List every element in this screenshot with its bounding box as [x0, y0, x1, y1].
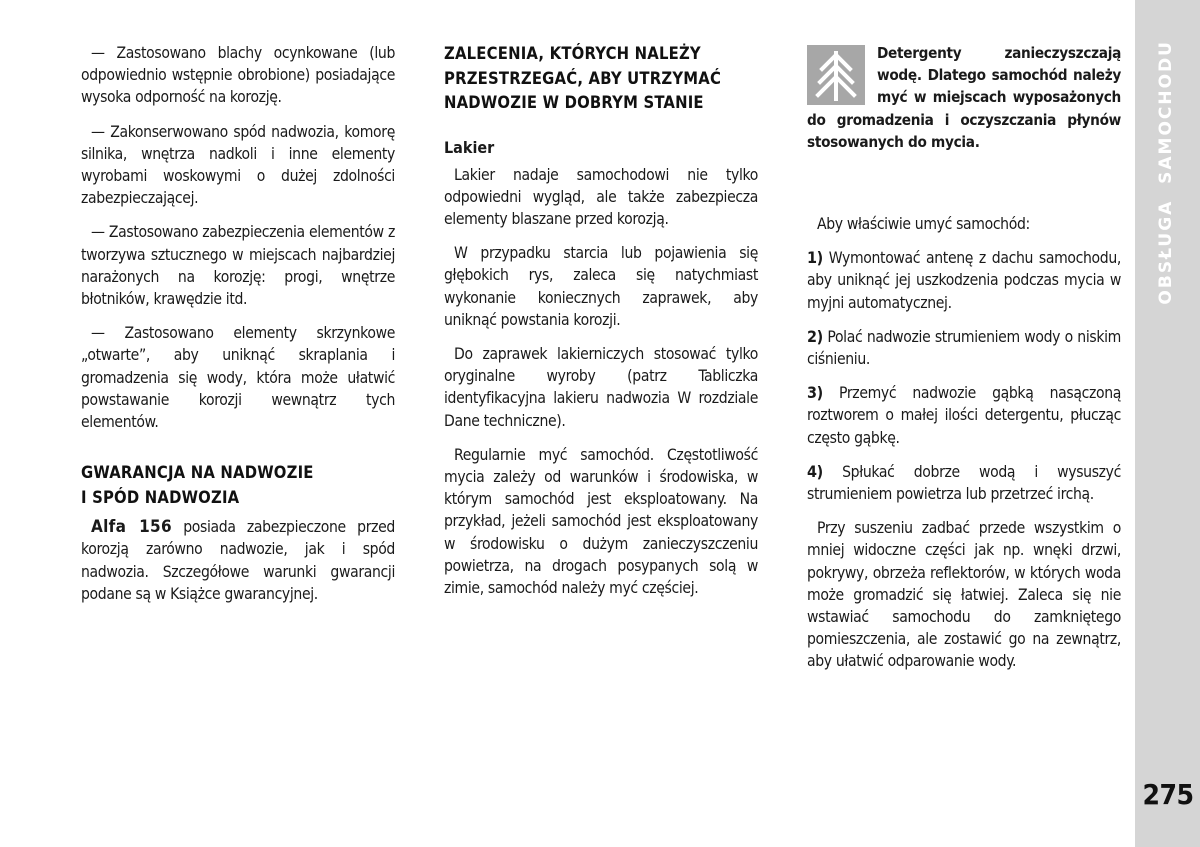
- subheading-paint: Lakier: [444, 137, 495, 157]
- chapter-title: [1150, 40, 1182, 330]
- column-right: [807, 42, 1121, 685]
- washing-step-1: [807, 247, 1121, 314]
- heading-recommendations-line3: NADWOZIE W DOBRYM STANIE: [444, 93, 704, 112]
- paragraph-regular-washing: Regularnie myć samochód. Częstotliwość mycia zależy od warunków i środowiska, w którym samochód jest eksploatowany. Na przykład, jeżeli samochód jest eksploatowany w środowisku o dużym zanieczyszczeniu powietrza, na drogach posypanych solą w zimie, samochód należy myć częściej.: [444, 445, 758, 597]
- paragraph-touch-up: Do zaprawek lakierniczych stosować tylko oryginalne wyroby (patrz Tabliczka identyfikacyjna lakieru nadwozia W rozdziale Dane techniczne).: [444, 344, 758, 430]
- brand-model-name: Alfa 156: [91, 517, 172, 538]
- paragraph-warranty: [81, 516, 395, 605]
- step-number: 3): [807, 383, 823, 403]
- column-middle: [444, 42, 758, 611]
- paragraph-paint-purpose: Lakier nadaje samochodowi nie tylko odpowiedni wygląd, ale także zabezpiecza elementy blaszane przed korozją.: [444, 165, 758, 228]
- paragraph-scratches: W przypadku starcia lub pojawienia się głębokich rys, zaleca się natychmiast wykonanie koniecznych zaprawek, aby uniknąć powstania korozji.: [444, 244, 758, 329]
- step-number: 4): [807, 461, 823, 481]
- paragraph-warranty-text: posiada zabezpieczone przed korozją zarówno nadwozie, jak i spód nadwozia. Szczegółowe warunki gwarancji podane są w Książce gwarancyjnej.: [81, 518, 395, 603]
- heading-recommendations-line1: ZALECENIA, KTÓRYCH NALEŻY: [444, 44, 701, 63]
- heading-warranty: [81, 461, 395, 510]
- environment-note-text: Detergenty zanieczyszczają wodę. Dlatego samochód należy myć w miejscach wyposażonych do gromadzenia i oczyszczania płynów stosowanych do mycia.: [807, 44, 1121, 151]
- paragraph-underbody-protection: — Zakonserwowano spód nadwozia, komorę silnika, wnętrza nadkoli i inne elementy wyrobami woskowymi o dużej zdolności zabezpieczającej.: [81, 122, 395, 208]
- paragraph-drying: Przy suszeniu zadbać przede wszystkim o mniej widoczne części jak np. wnęki drzwi, pokrywy, obrzeża reflektorów, w których woda może gromadzić się łatwiej. Zaleca się nie wstawiać samochodu do zamkniętego pomieszczenia, ale zostawić go na zewnątrz, aby ułatwić odparowanie wody.: [807, 519, 1121, 671]
- paragraph-plastic-protection: — Zastosowano zabezpieczenia elementów z tworzywa sztucznego w miejscach najbardziej narażonych na korozję: progi, wnętrze błotników, krawędzie itd.: [81, 223, 395, 309]
- step-text: Polać nadwozie strumieniem wody o niskim ciśnieniu.: [807, 327, 1121, 369]
- page-number: 275: [1142, 778, 1194, 811]
- step-number: 1): [807, 248, 823, 268]
- step-text: Wymontować antenę z dachu samochodu, aby uniknąć jej uszkodzenia podczas mycia w myjni automatycznej.: [807, 249, 1121, 312]
- step-text: Przemyć nadwozie gąbką nasączoną roztworem o małej ilości detergentu, płucząc często gąbkę.: [807, 384, 1121, 447]
- washing-step-4: [807, 461, 1121, 505]
- tree-pictogram-icon: [807, 45, 865, 105]
- heading-warranty-line1: GWARANCJA NA NADWOZIE: [81, 463, 314, 483]
- paragraph-galvanized-sheets: — Zastosowano blachy ocynkowane (lub odpowiednio wstępnie obrobione) posiadające wysoka odporność na korozję.: [81, 44, 395, 107]
- heading-recommendations: [444, 42, 758, 116]
- environment-note: [807, 42, 1121, 153]
- chapter-title-text: OBSŁUGA SAMOCHODU: [1156, 40, 1176, 305]
- paragraph-washing-intro: Aby właściwie umyć samochód:: [817, 215, 1030, 234]
- heading-warranty-line2: I SPÓD NADWOZIA: [81, 487, 240, 507]
- washing-step-3: [807, 382, 1121, 449]
- heading-recommendations-line2: PRZESTRZEGAĆ, ABY UTRZYMAĆ: [444, 68, 722, 88]
- column-left: [81, 42, 395, 617]
- step-number: 2): [807, 326, 823, 346]
- paragraph-open-box-sections: — Zastosowano elementy skrzynkowe „otwarte”, aby uniknąć skraplania i gromadzenia się wody, która może ułatwić powstawanie korozji wewnątrz tych elementów.: [81, 324, 395, 432]
- step-text: Spłukać dobrze wodą i wysuszyć strumieniem powietrza lub przetrzeć irchą.: [807, 462, 1121, 504]
- washing-step-2: [807, 326, 1121, 370]
